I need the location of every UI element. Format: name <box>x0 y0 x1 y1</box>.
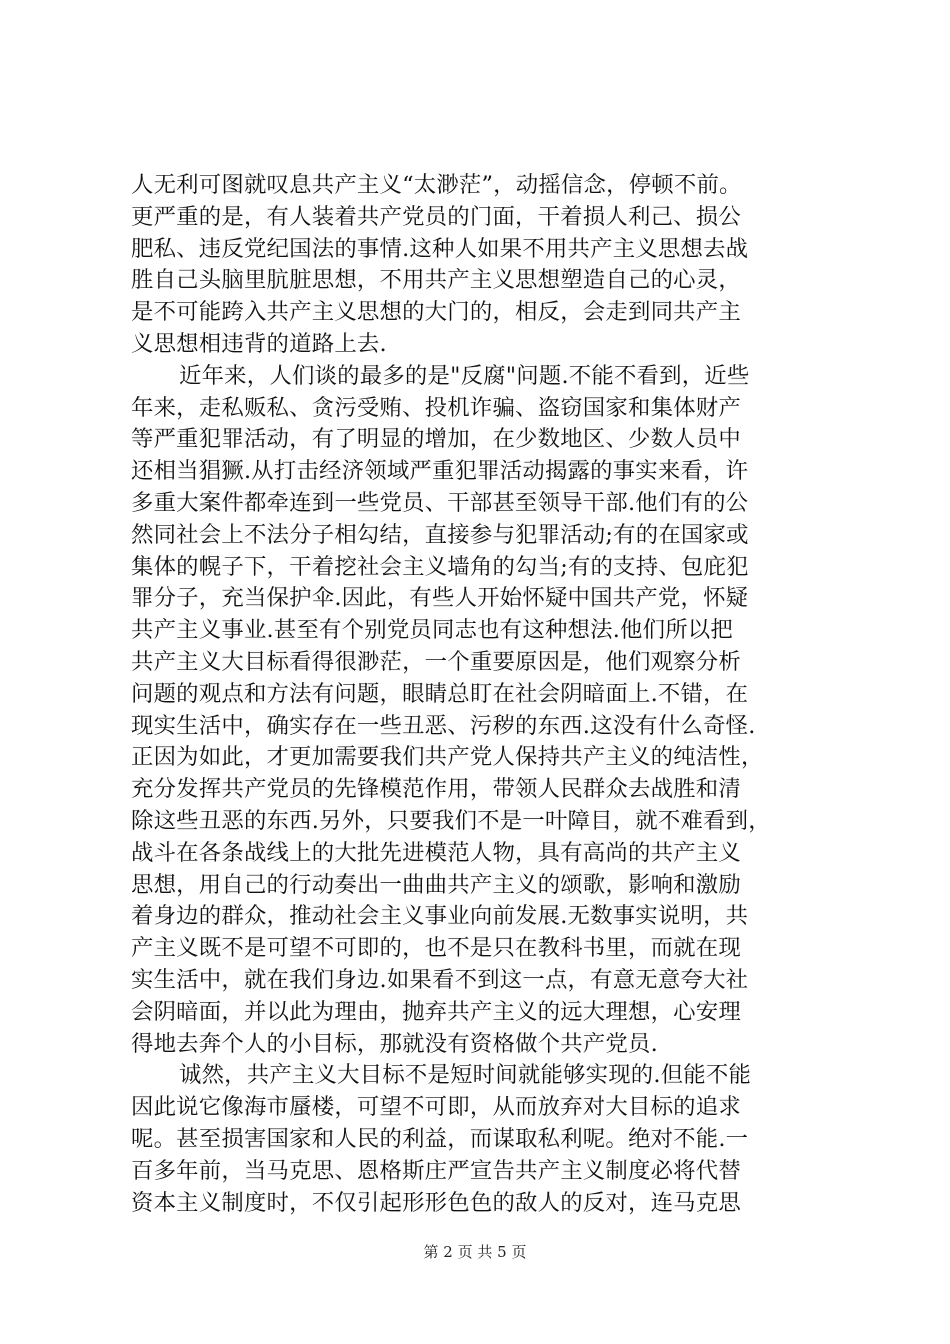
text-line: 集体的幌子下，干着挖社会主义墙角的勾当;有的支持、包庇犯 <box>131 553 749 580</box>
text-line: 着身边的群众，推动社会主义事业向前发展.无数事实说明，共 <box>131 903 749 930</box>
text-line: 更严重的是，有人装着共产党员的门面，干着损人利己、损公 <box>131 203 741 230</box>
text-line: 因此说它像海市蜃楼，可望不可即，从而放弃对大目标的追求 <box>131 1094 741 1121</box>
text-line: 肥私、违反党纪国法的事情.这种人如果不用共产主义思想去战 <box>131 235 749 262</box>
text-line: 思想，用自己的行动奏出一曲曲共产主义的颂歌，影响和激励 <box>131 871 741 898</box>
body-text <box>131 170 831 1219</box>
text-line: 义思想相违背的道路上去. <box>131 330 387 357</box>
text-line: 正因为如此，才更加需要我们共产党人保持共产主义的纯洁性， <box>131 744 764 771</box>
text-line: 问题的观点和方法有问题，眼睛总盯在社会阴暗面上.不错，在 <box>131 680 749 707</box>
text-line: 是不可能跨入共产主义思想的大门的，相反，会走到同共产主 <box>131 299 741 326</box>
text-line: 胜自己头脑里肮脏思想，不用共产主义思想塑造自己的心灵， <box>131 267 741 294</box>
text-line: 共产主义事业.甚至有个别党员同志也有这种想法.他们所以把 <box>131 617 733 644</box>
text-line: 然同社会上不法分子相勾结，直接参与犯罪活动;有的在国家或 <box>131 521 749 548</box>
text-line: 人无利可图就叹息共产主义“太渺茫”，动摇信念，停顿不前。 <box>131 172 742 198</box>
page-footer <box>0 1242 950 1262</box>
text-line: 资本主义制度时，不仅引起形形色色的敌人的反对，连马克思 <box>131 1189 741 1216</box>
text-line: 战斗在各条战线上的大批先进模范人物，具有高尚的共产主义 <box>131 839 741 866</box>
paragraph-first-line: 诚然，共产主义大目标不是短时间就能够实现的.但能不能 <box>179 1062 752 1089</box>
text-line: 共产主义大目标看得很渺茫，一个重要原因是，他们观察分析 <box>131 648 741 675</box>
text-line: 多重大案件都牵连到一些党员、干部甚至领导干部.他们有的公 <box>131 489 749 516</box>
text-line: 会阴暗面，并以此为理由，抛弃共产主义的远大理想，心安理 <box>131 998 741 1025</box>
text-line: 罪分子，充当保护伞.因此，有些人开始怀疑中国共产党，怀疑 <box>131 585 749 612</box>
text-line: 产主义既不是可望不可即的，也不是只在教科书里，而就在现 <box>131 935 741 962</box>
text-line: 百多年前，当马克思、恩格斯庄严宣告共产主义制度必将代替 <box>131 1157 741 1184</box>
text-line: 除这些丑恶的东西.另外，只要我们不是一叶障目，就不难看到， <box>131 807 771 834</box>
text-line: 年来，走私贩私、贪污受贿、投机诈骗、盗窃国家和集体财产 <box>131 394 741 421</box>
text-line: 等严重犯罪活动，有了明显的增加，在少数地区、少数人员中 <box>131 426 741 453</box>
page-number: 第 2 页 共 5 页 <box>423 1243 527 1261</box>
text-line: 实生活中，就在我们身边.如果看不到这一点，有意无意夸大社 <box>131 966 749 993</box>
text-line: 还相当猖獗.从打击经济领域严重犯罪活动揭露的事实来看，许 <box>131 458 749 485</box>
text-line: 呢。甚至损害国家和人民的利益，而谋取私利呢。绝对不能.一 <box>131 1125 749 1152</box>
text-line: 现实生活中，确实存在一些丑恶、污秽的东西.这没有什么奇怪. <box>131 712 756 739</box>
text-line: 充分发挥共产党员的先锋模范作用，带领人民群众去战胜和清 <box>131 776 741 803</box>
paragraph-first-line: 近年来，人们谈的最多的是"反腐"问题.不能不看到，近些 <box>179 362 750 389</box>
text-line: 得地去奔个人的小目标，那就没有资格做个共产党员. <box>131 1030 658 1057</box>
